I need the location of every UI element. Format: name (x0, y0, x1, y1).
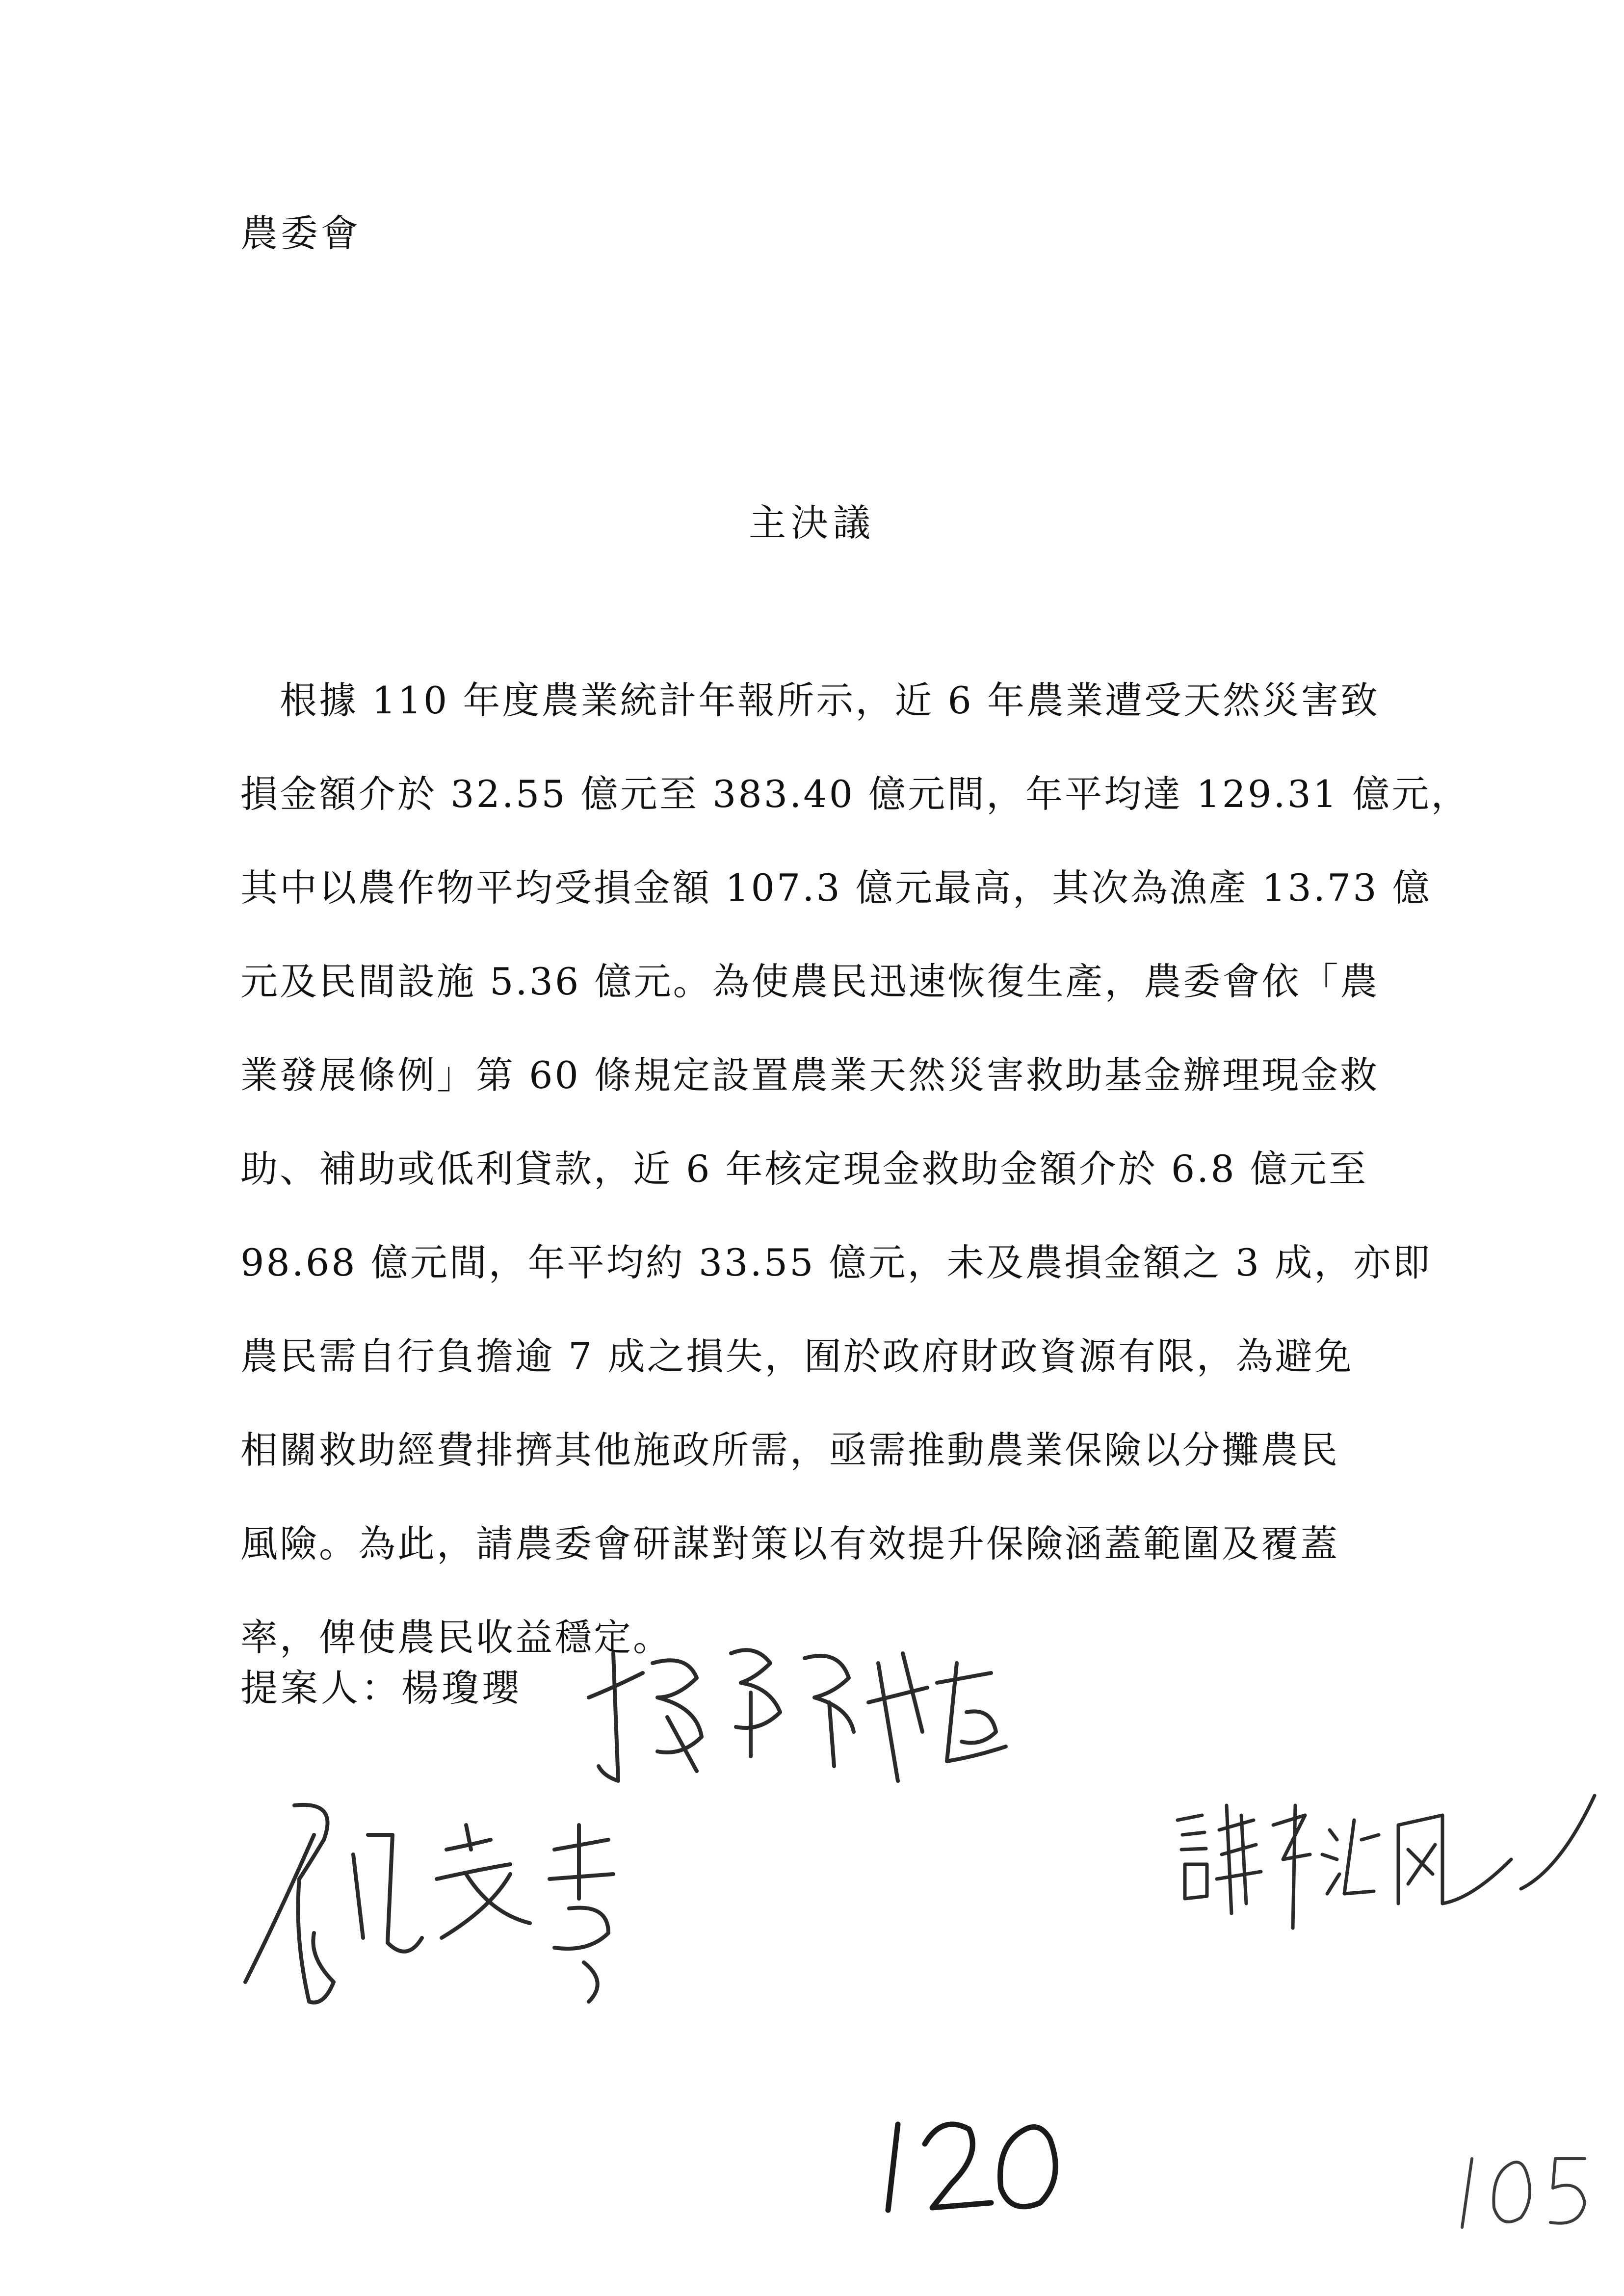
body-line: 相關救助經費排擠其他施政所需，亟需推動農業保險以分攤農民 (240, 1428, 1339, 1472)
resolution-body (240, 677, 1470, 1708)
body-line: 率，俾使農民收益穩定。 (240, 1616, 672, 1659)
body-line: 業發展條例」第 60 條規定設置農業天然災害救助基金辦理現金救 (240, 1053, 1380, 1097)
handwritten-page-number (1452, 2144, 1599, 2239)
body-line: 元及民間設施 5.36 億元。為使農民迅速恢復生產，農委會依「農 (240, 960, 1380, 1003)
signature-bottom-left (236, 1776, 677, 2021)
body-line: 助、補助或低利貸款，近 6 年核定現金救助金額介於 6.8 億元至 (240, 1147, 1368, 1191)
signature-top-right (1168, 1786, 1599, 1948)
body-line: 損金額介於 32.55 億元至 383.40 億元間，年平均達 129.31 億元， (240, 772, 1470, 816)
agency-label: 農委會 (240, 211, 361, 255)
proposer (240, 1658, 522, 1712)
body-line: 農民需自行負擔逾 7 成之損失，囿於政府財政資源有限，為避免 (240, 1334, 1354, 1378)
proposer-name: 楊瓊瓔 (401, 1666, 522, 1710)
body-line: 其中以農作物平均受損金額 107.3 億元最高，其次為漁產 13.73 億 (240, 866, 1432, 910)
page-title: 主決議 (749, 501, 875, 545)
body-line: 根據 110 年度農業統計年報所示，近 6 年農業遭受天然災害致 (280, 678, 1380, 722)
handwritten-number-120 (878, 2105, 1084, 2224)
body-line: 98.68 億元間，年平均約 33.55 億元，未及農損金額之 3 成，亦即 (240, 1241, 1432, 1284)
signature-middle (584, 1634, 1074, 1800)
body-line: 風險。為此，請農委會研謀對策以有效提升保險涵蓋範圍及覆蓋 (240, 1522, 1339, 1565)
proposer-label: 提案人： (240, 1666, 401, 1710)
